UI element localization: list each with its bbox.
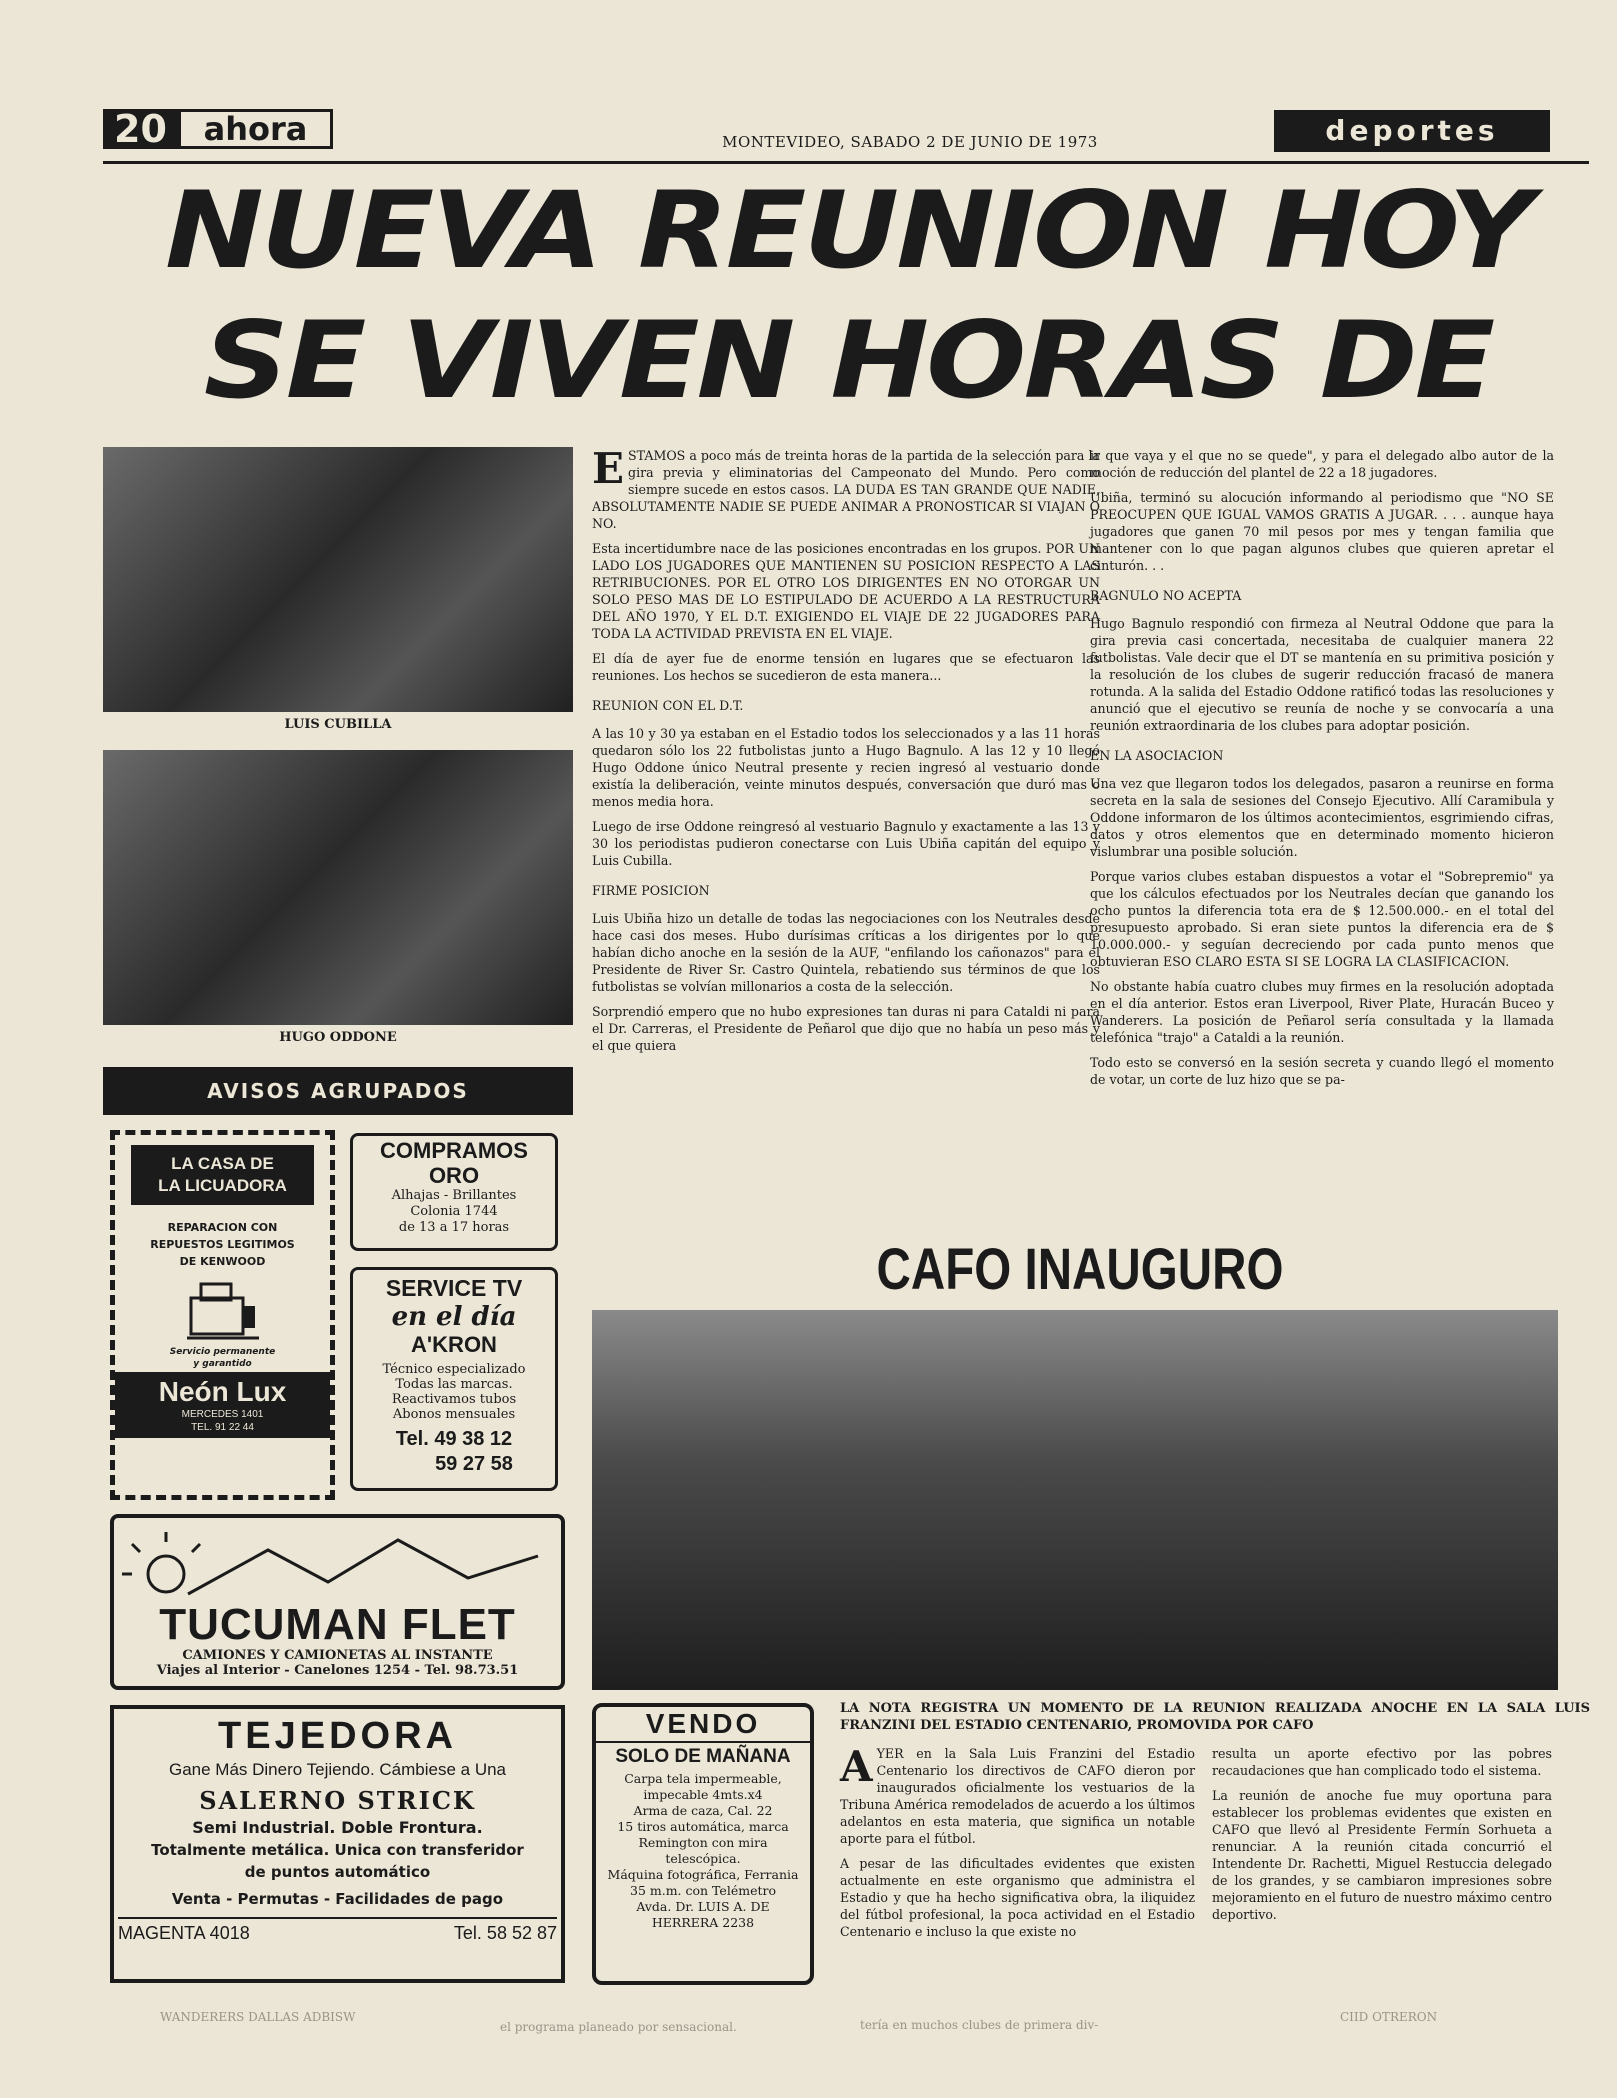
ad-licuadora: [110, 1130, 335, 1500]
ad-title: VENDO: [596, 1707, 810, 1743]
ad-line: Arma de caza, Cal. 22: [633, 1803, 773, 1818]
bleed-through-text: WANDERERS DALLAS ADBISW: [160, 2010, 356, 2024]
article-column-1: [592, 444, 1100, 1062]
ad-title-box: [131, 1145, 314, 1205]
article-paragraph: A pesar de las dificultades evidentes que existen actualmente en este organismo que administra el Estadio y que ha hecho significativa obra, la iliquidez del fútbol profesional, la poca actividad en el Estadio Centenario e incluso la que existe no: [840, 1856, 1195, 1939]
ad-line: Carpa tela impermeable, impecable 4mts.x4: [624, 1771, 782, 1802]
article-paragraph: Sorprendió empero que no hubo expresiones tan duras ni para Cataldi ni para el Dr. Carreras, el Presidente de Peñarol que dijo que no había un peso más y el que quiera: [592, 1004, 1100, 1053]
ad-service-tv: [350, 1267, 558, 1491]
cafo-headline: CAFO INAUGURO: [876, 1237, 1284, 1302]
dateline: MONTEVIDEO, SABADO 2 DE JUNIO DE 1973: [722, 133, 1098, 151]
article-column-2: [1090, 447, 1554, 1096]
article-paragraph: Ubiña, terminó su alocución informando al periodismo que "NO SE PREOCUPEN QUE IGUAL VAMOS GRATIS A JUGAR. . . . aunque haya jugadores que ganen 70 mil pesos por mes y tengan familia que mantener con lo que pagan algunos clubes que quieren apretar el cinturón. . .: [1090, 490, 1554, 573]
ad-compramos-oro: [350, 1133, 558, 1251]
ad-line: Colonia 1744: [410, 1204, 498, 1219]
section-label: deportes: [1274, 110, 1550, 152]
article-paragraph: No obstante había cuatro clubes muy firmes en la resolución adoptada en el día anterior. Estos eran Liverpool, River Plate, Huracán Buceo y Wanderers. La posición de Peñarol sería consultada y la llamada telefónica "trajo" a Cataldi a la reunión.: [1090, 979, 1554, 1045]
photo-hugo-oddone: [103, 750, 573, 1025]
article-paragraph: La reunión de anoche fue muy oportuna para establecer los problemas evidentes que existen en CAFO que llevó al Presidente Fermín Sorhueta a renunciar. A la reunión citada concurrió el Intendente Dr. Rachetti, Miguel Restuccia delegado de los grandes, y se cambiaron impresiones sobre mejoramiento en el futuro de nuestro máximo centro deportivo.: [1212, 1788, 1552, 1922]
ad-line: Semi Industrial. Doble Frontura.: [192, 1818, 483, 1837]
photo-caption: HUGO ODDONE: [279, 1030, 397, 1045]
article-paragraph: [592, 444, 1100, 532]
masthead-rule: [103, 161, 1589, 164]
ad-line: de 13 a 17 horas: [398, 1220, 510, 1235]
ad-line: Alhajas - Brillantes: [391, 1188, 517, 1203]
article-paragraph: Esta incertidumbre nace de las posiciones encontradas en los grupos. POR UN LADO LOS JUGADORES QUE MANTIENEN SU POSICION RESPECTO A LAS RETRIBUCIONES. POR EL OTRO LOS DIRIGENTES EN NO OTORGAR UN SOLO PESO MAS DE LO ESTIPULADO DE ACUERDO A LA RESTRUCTURA DEL AÑO 1970, Y EL D.T. EXIGIENDO EL VIAJE DE 22 JUGADORES PARA TODA LA ACTIVIDAD PREVISTA EN EL VIAJE.: [592, 541, 1100, 641]
ad-brand-box: [115, 1372, 330, 1438]
drop-cap: A: [840, 1742, 873, 1791]
ad-text: [596, 1771, 810, 1931]
article-paragraph: Una vez que llegaron todos los delegados, pasaron a reunirse en forma secreta en la sala de sesiones del Consejo Ejecutivo. Allí Caramibula y Oddone informaron de los últimos acontecimientos, esgrimiendo cifras, datos y otros elementos que en determinado momento hicieron vislumbrar una posible solución.: [1090, 776, 1554, 859]
ad-line: Totalmente metálica. Unica con transferidor: [151, 1841, 524, 1859]
headline-line-2: SE VIVEN HORAS DE: [203, 297, 1493, 423]
ad-title: LA LICUADORA: [158, 1176, 287, 1195]
ad-title: LA CASA DE: [171, 1154, 274, 1173]
ad-tejedora: [110, 1705, 565, 1983]
photo-caption: LUIS CUBILLA: [284, 717, 392, 732]
article-paragraph: [840, 1742, 1195, 1847]
ad-phone: [353, 1426, 555, 1452]
ad-line: 15 tiros automática, marca Remington con mira telescópica.: [617, 1819, 789, 1866]
ad-brand: TUCUMAN FLET: [159, 1600, 516, 1649]
ad-line: Viajes al Interior - Canelones 1254 - Tel. 98.73.51: [156, 1663, 519, 1678]
ad-title: ORO: [428, 1163, 480, 1188]
ad-line: Técnico especializado: [382, 1362, 526, 1377]
bleed-through-text: el programa planeado por sensacional.: [500, 2020, 737, 2034]
ad-tucuman-flet: [110, 1514, 565, 1690]
ad-vendo: [592, 1703, 814, 1985]
article-paragraph: Porque varios clubes estaban dispuestos a votar el "Sobrepremio" ya que los cálculos efectuados por los Neutrales decían que ganando los ocho puntos la diferencia tota era de $ 12.500.000.- en el total del presupuesto aprobado. Si eran siete puntos la diferencia era de $ 10.000.000.- y seguían decreciendo por cada punto menos que obtuvieran ESO CLARO ESTA SI SE LOGRA LA CLASIFICACION.: [1090, 869, 1554, 969]
ad-phone: TEL. 91 22 44: [191, 1422, 254, 1433]
cafo-article-column-1: [840, 1742, 1195, 1948]
mountain-sun-icon: [118, 1522, 558, 1602]
page-number: 20: [103, 109, 178, 149]
ad-line: REPARACION CON: [167, 1221, 278, 1234]
ad-line: de puntos automático: [244, 1863, 431, 1881]
ad-line: Abonos mensuales: [392, 1407, 516, 1422]
subheading: FIRME POSICION: [592, 883, 710, 898]
ad-title: en el día: [391, 1302, 517, 1332]
phone-label: Tel.: [395, 1428, 429, 1450]
paragraph-text: YER en la Sala Luis Franzini del Estadio Centenario los directivos de CAFO dieron por inaugurados oficialmente los vestuarios de la Tribuna América remodelados de acuerdo a los últimos adelantos en esta materia, que significa un notable aporte para el fútbol.: [840, 1746, 1195, 1846]
blender-icon: [183, 1280, 263, 1342]
ad-line: Todas las marcas.: [395, 1377, 513, 1392]
article-paragraph: Hugo Bagnulo respondió con firmeza al Neutral Oddone que para la gira previa casi concertada, necesitaba de cualquier manera 22 futbolistas. Vale decir que el DT se mantenía en su primitiva posición y la resolución de los clubes de sugerir reducción fracasó de manera rotunda. A la salida del Estadio Oddone ratificó todas las resoluciones y anunció que el ejecutivo se reunía de noche y se convocaría a una reunión extraordinaria de los clubes para adoptar posición.: [1090, 616, 1554, 733]
phone-number: 59 27 58: [435, 1453, 513, 1475]
ad-brand: Neón Lux: [158, 1376, 287, 1407]
ad-title: COMPRAMOS: [380, 1138, 528, 1163]
cafo-photo-caption: LA NOTA REGISTRA UN MOMENTO DE LA REUNION REALIZADA ANOCHE EN LA SALA LUIS FRANZINI DEL ESTADIO CENTENARIO, PROMOVIDA POR CAFO: [840, 1701, 1590, 1733]
ad-address: MAGENTA 4018: [118, 1923, 250, 1943]
ad-line: DE KENWOOD: [179, 1255, 266, 1268]
article-paragraph: Todo esto se conversó en la sesión secreta y cuando llegó el momento de votar, un corte de luz hizo que se pa-: [1090, 1055, 1554, 1087]
headline-line-1: NUEVA REUNION HOY: [165, 167, 1531, 293]
bleed-through-text: tería en muchos clubes de primera div-: [860, 2018, 1099, 2032]
subheading: REUNION CON EL D.T.: [592, 698, 744, 713]
photo-luis-cubilla: [103, 447, 573, 712]
ad-text: [115, 1346, 330, 1370]
ad-phone: Tel. 58 52 87: [453, 1923, 557, 1943]
ad-line: Reactivamos tubos: [391, 1392, 517, 1407]
article-paragraph: Luego de irse Oddone reingresó al vestuario Bagnulo y exactamente a las 13 y 30 los periodistas pudieron conectarse con Luis Ubiña capitán del equipo y Luis Cubilla.: [592, 819, 1100, 868]
phone-number: 49 38 12: [434, 1428, 513, 1450]
drop-cap: E: [592, 444, 625, 493]
ad-line: Gane Más Dinero Tejiendo. Cámbiese a Una: [168, 1760, 507, 1779]
article-paragraph: ir que vaya y el que no se quede", y para el delegado albo autor de la moción de reducción del plantel de 22 a 18 jugadores.: [1090, 448, 1554, 480]
ad-line: Máquina fotográfica, Ferrania 35 m.m. con Telémetro: [607, 1867, 799, 1898]
bleed-through-text: CIID OTRERON: [1340, 2010, 1438, 2024]
article-paragraph: Luis Ubiña hizo un detalle de todas las negociaciones con los Neutrales desde hace casi dos meses. Hubo durísimas críticas a los dirigentes por lo que habían dicho anoche en la sesión de la AUF, "enfilando los cañonazos" para el Presidente de River Sr. Castro Quintela, rebatiendo sus términos de que los futbolistas se volvían millonarios a costa de la selección.: [592, 911, 1100, 994]
ad-line: Avda. Dr. LUIS A. DE HERRERA 2238: [636, 1899, 770, 1930]
subheading: BAGNULO NO ACEPTA: [1090, 588, 1242, 603]
ad-text: [115, 1219, 330, 1270]
article-paragraph: resulta un aporte efectivo por las pobres recaudaciones que han complicado todo el sistema.: [1212, 1746, 1552, 1778]
ad-line: y garantido: [193, 1359, 252, 1369]
subheading: EN LA ASOCIACION: [1090, 748, 1224, 763]
ad-brand: A'KRON: [411, 1332, 497, 1357]
ad-brand: TEJEDORA: [218, 1715, 457, 1757]
ad-address: MERCEDES 1401: [181, 1409, 264, 1420]
photo-cafo-meeting: [592, 1310, 1558, 1690]
ad-title: SERVICE TV: [385, 1275, 523, 1301]
publication-logo: ahora: [178, 109, 333, 149]
paragraph-text: STAMOS a poco más de treinta horas de la partida de la selección para la gira previa y eliminatorias del Campeonato del Mundo. Pero como siempre sucede en estos casos. LA DUDA ES TAN GRANDE QUE NADIE, ABSOLUTAMENTE NADIE SE PUEDE ANIMAR A PRONOSTICAR SI VIAJAN O NO.: [592, 448, 1100, 531]
ad-title: SOLO DE MAÑANA: [615, 1746, 791, 1767]
ad-line: Venta - Permutas - Facilidades de pago: [171, 1890, 504, 1908]
ad-footer: [118, 1917, 557, 1947]
cafo-article-column-2: [1212, 1745, 1552, 1931]
article-paragraph: A las 10 y 30 ya estaban en el Estadio todos los seleccionados y a las 11 horas quedaron sólo los 22 futbolistas junto a Hugo Bagnulo. A las 12 y 10 llegó Hugo Oddone único Neutral presente y recien ingresó al vestuario donde existía la deliberación, veinte minutos después, conversación que duró mas o menos media hora.: [592, 726, 1100, 809]
ad-line: Servicio permanente: [169, 1347, 276, 1357]
classifieds-header: AVISOS AGRUPADOS: [103, 1067, 573, 1115]
ad-line: CAMIONES Y CAMIONETAS AL INSTANTE: [182, 1648, 493, 1663]
ad-line: SALERNO STRICK: [199, 1786, 476, 1815]
ad-line: REPUESTOS LEGITIMOS: [150, 1238, 295, 1251]
article-paragraph: El día de ayer fue de enorme tensión en lugares que se efectuaron las reuniones. Los hechos se sucedieron de esta manera...: [592, 651, 1100, 683]
